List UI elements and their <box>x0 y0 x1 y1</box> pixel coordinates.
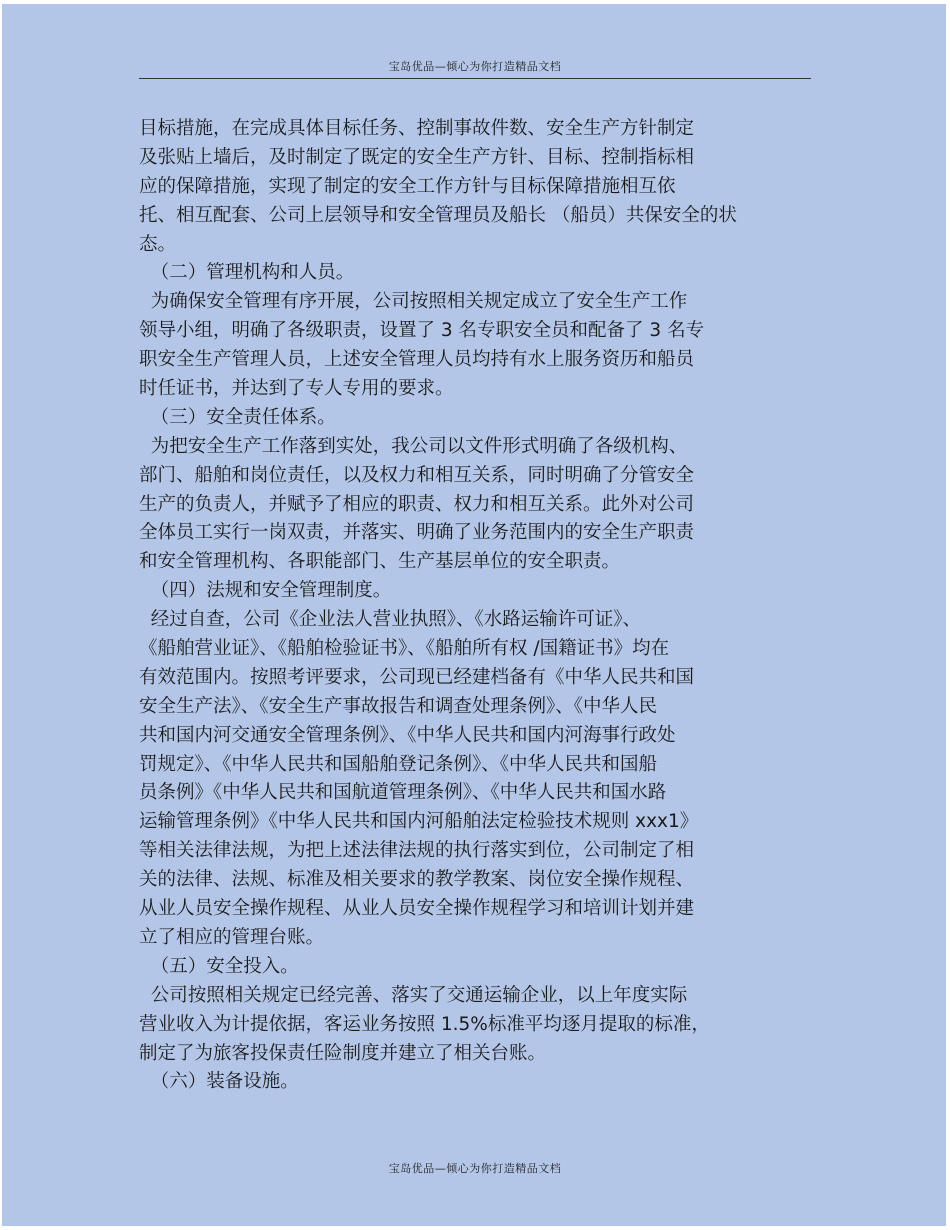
text-line: 应的保障措施，实现了制定的安全工作方针与目标保障措施相互依 <box>139 175 676 197</box>
text-line: 及张贴上墙后，及时制定了既定的安全生产方针、目标、控制指标相 <box>139 146 695 168</box>
text-line: 公司按照相关规定已经完善、落实了交通运输企业，以上年度实际 <box>139 984 688 1006</box>
text-line: 关的法律、法规、标准及相关要求的教学教案、岗位安全操作规程、 <box>139 869 695 891</box>
text-line: 为把安全生产工作落到实处，我公司以文件形式明确了各级机构、 <box>139 435 688 457</box>
text-line: 员条例》《中华人民共和国航道管理条例》、《中华人民共和国水路 <box>139 782 667 804</box>
text-line: 《船舶营业证》、《船舶检验证书》、《船舶所有权 /国籍证书》均在 <box>139 638 670 660</box>
text-line: 营业收入为计提依据，客运业务按照 1.5%标准平均逐月提取的标准， <box>139 1013 710 1035</box>
text-line: 经过自查，公司《企业法人营业执照》、《水路运输许可证》、 <box>139 609 642 631</box>
text-line: （六）装备设施。 <box>139 1071 299 1093</box>
text-line: 托、相互配套、公司上层领导和安全管理员及船长 （船员）共保安全的状 <box>139 204 737 226</box>
text-line: 领导小组，明确了各级职责，设置了 3 名专职安全员和配备了 3 名专 <box>139 320 705 342</box>
text-line: 有效范围内。按照考评要求，公司现已经建档备有《中华人民共和国 <box>139 666 695 688</box>
text-line: 罚规定》、《中华人民共和国船舶登记条例》、《中华人民共和国船 <box>139 753 658 775</box>
text-line: （四）法规和安全管理制度。 <box>139 580 392 602</box>
text-line: 态。 <box>139 233 177 255</box>
page-footer: 宝岛优品—倾心为你打造精品文档 <box>388 1162 562 1175</box>
text-line: 职安全生产管理人员，上述安全管理人员均持有水上服务资历和船员 <box>139 349 695 371</box>
text-line: （五）安全投入。 <box>139 955 299 977</box>
text-line: 立了相应的管理台账。 <box>139 926 325 948</box>
document-body <box>139 115 811 1097</box>
text-line: 全体员工实行一岗双责，并落实、明确了业务范围内的安全生产职责 <box>139 522 695 544</box>
text-line: 等相关法律法规，为把上述法律法规的执行落实到位，公司制定了相 <box>139 840 695 862</box>
text-line: 生产的负责人，并赋予了相应的职责、权力和相互关系。此外对公司 <box>139 493 695 515</box>
text-line: 部门、船舶和岗位责任，以及权力和相互关系，同时明确了分管安全 <box>139 464 695 486</box>
text-line: 从业人员安全操作规程、从业人员安全操作规程学习和培训计划并建 <box>139 898 695 920</box>
text-line: 和安全管理机构、各职能部门、生产基层单位的安全职责。 <box>139 551 621 573</box>
text-line: 时任证书，并达到了专人专用的要求。 <box>139 378 454 400</box>
text-line: 运输管理条例》《中华人民共和国内河船舶法定检验技术规则 xxx1》 <box>139 811 699 833</box>
text-line: （二）管理机构和人员。 <box>139 262 355 284</box>
text-line: 共和国内河交通安全管理条例》、《中华人民共和国内河海事行政处 <box>139 724 676 746</box>
text-line: （三）安全责任体系。 <box>139 406 336 428</box>
header-divider <box>139 78 811 79</box>
text-line: 制定了为旅客投保责任险制度并建立了相关台账。 <box>139 1042 547 1064</box>
page-header: 宝岛优品—倾心为你打造精品文档 <box>388 60 562 73</box>
text-line: 安全生产法》、《安全生产事故报告和调查处理条例》、《中华人民 <box>139 695 658 717</box>
text-line: 目标措施，在完成具体目标任务、控制事故件数、安全生产方针制定 <box>139 118 695 139</box>
text-line: 为确保安全管理有序开展，公司按照相关规定成立了安全生产工作 <box>139 291 688 313</box>
